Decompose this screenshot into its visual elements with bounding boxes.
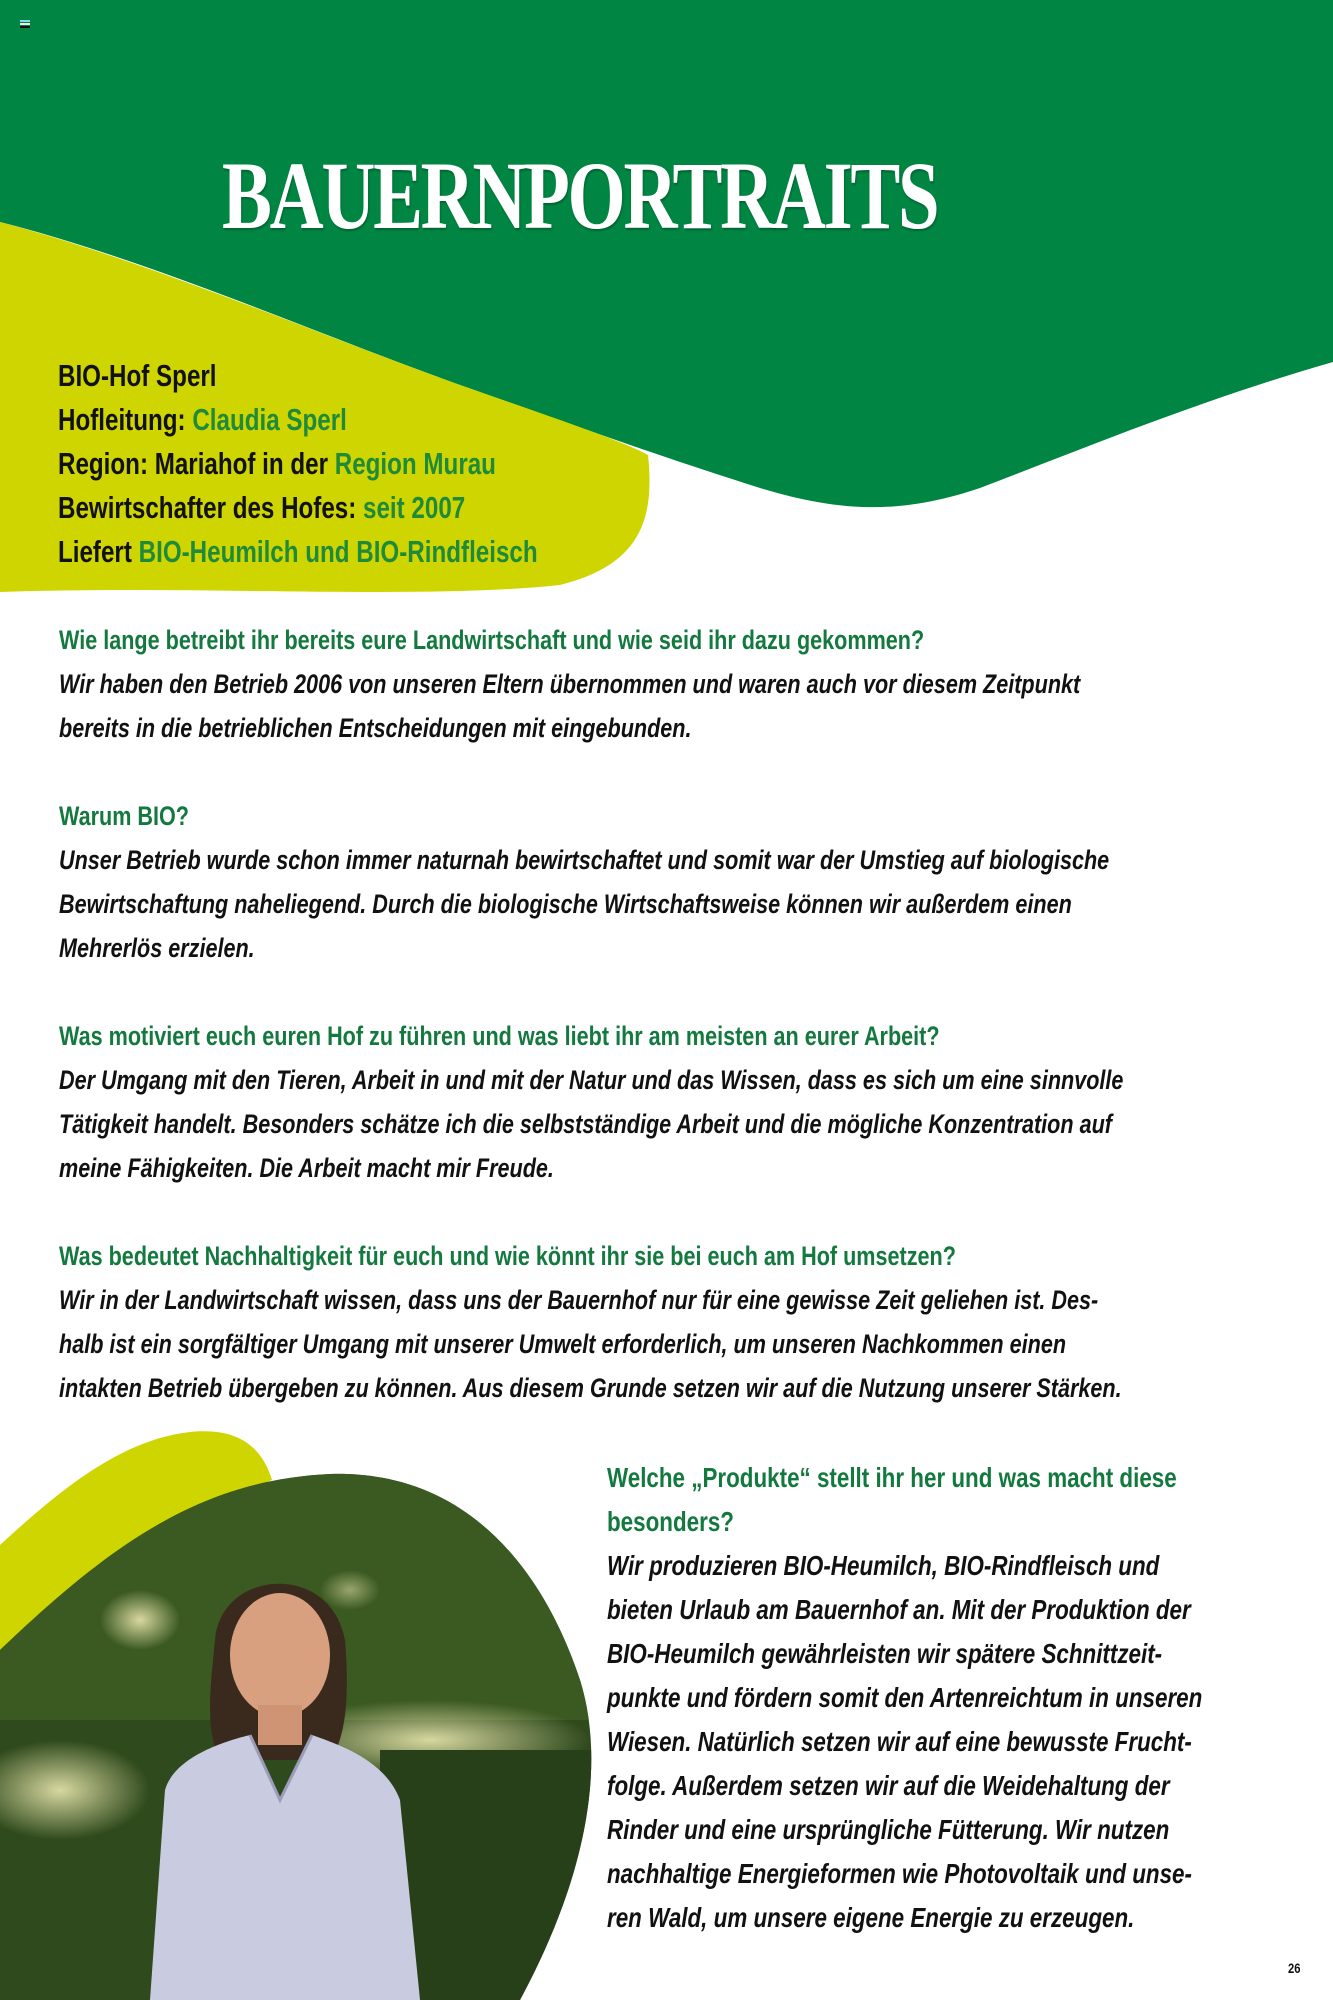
answer-line: Wir in der Landwirtschaft wissen, dass uns der Bauernhof nur für eine gewisse Zeit geliehen ist. Des- xyxy=(59,1285,1099,1315)
page-number: 26 xyxy=(1288,1960,1301,1976)
question: Welche „Produkte“ stellt ihr her und was macht diese xyxy=(607,1462,1177,1493)
answer-line: Bewirtschaftung naheliegend. Durch die biologische Wirtschaftsweise können wir außerdem einen xyxy=(59,889,1072,919)
supplies-label: Liefert xyxy=(58,534,132,569)
management-value: Claudia Sperl xyxy=(192,402,347,437)
answer-line: Mehrerlös erzielen. xyxy=(59,933,255,963)
answer-line: halb ist ein sorgfältiger Umgang mit unserer Umwelt erforderlich, um unseren Nachkommen einen xyxy=(59,1329,1067,1359)
operator-value: seit 2007 xyxy=(363,490,466,525)
menu-icon[interactable] xyxy=(20,20,30,29)
answer-line: bieten Urlaub am Bauernhof an. Mit der Produktion der xyxy=(607,1594,1191,1625)
interview-block-3 xyxy=(59,1014,1333,1190)
answer-line: meine Fähigkeiten. Die Arbeit macht mir Freude. xyxy=(59,1153,554,1183)
farm-management xyxy=(58,398,538,442)
farm-operator xyxy=(58,486,538,530)
answer-line: bereits in die betrieblichen Entscheidungen mit eingebunden. xyxy=(59,713,692,743)
interview-block-2 xyxy=(59,794,1333,970)
question: Wie lange betreibt ihr bereits eure Landwirtschaft und wie seid ihr dazu gekommen? xyxy=(59,625,925,655)
answer-line: BIO-Heumilch gewährleisten wir spätere Schnittzeit- xyxy=(607,1638,1163,1669)
answer-line: Der Umgang mit den Tieren, Arbeit in und mit der Natur und das Wissen, dass es sich um eine sinnvolle xyxy=(59,1065,1124,1095)
interview-block-5 xyxy=(607,1456,1333,1940)
answer-line: folge. Außerdem setzen wir auf die Weidehaltung der xyxy=(607,1770,1170,1801)
answer-line: Wir produzieren BIO-Heumilch, BIO-Rindfleisch und xyxy=(607,1550,1160,1581)
answer-line: punkte und fördern somit den Artenreichtum in unseren xyxy=(607,1682,1203,1713)
supplies-value: BIO-Heumilch und BIO-Rindfleisch xyxy=(138,534,538,569)
region-label: Region: Mariahof in der xyxy=(58,446,329,481)
answer-line: intakten Betrieb übergeben zu können. Aus diesem Grunde setzen wir auf die Nutzung unserer Stärken. xyxy=(59,1373,1122,1403)
farm-name: BIO-Hof Sperl xyxy=(58,358,217,393)
interview-block-4 xyxy=(59,1234,1333,1410)
answer-line: Wiesen. Natürlich setzen wir auf eine bewusste Frucht- xyxy=(607,1726,1192,1757)
farm-facts xyxy=(58,354,538,574)
question: Warum BIO? xyxy=(59,801,190,831)
answer-line: Rinder und eine ursprüngliche Fütterung. Wir nutzen xyxy=(607,1814,1170,1845)
answer-line: ren Wald, um unsere eigene Energie zu erzeugen. xyxy=(607,1902,1135,1933)
farm-supplies xyxy=(58,530,538,574)
operator-label: Bewirtschafter des Hofes: xyxy=(58,490,357,525)
farm-region xyxy=(58,442,538,486)
question: Was motiviert euch euren Hof zu führen und was liebt ihr am meisten an eurer Arbeit? xyxy=(59,1021,940,1051)
answer-line: Tätigkeit handelt. Besonders schätze ich die selbstständige Arbeit und die mögliche Konzentration auf xyxy=(59,1109,1112,1139)
question: Was bedeutet Nachhaltigkeit für euch und wie könnt ihr sie bei euch am Hof umsetzen? xyxy=(59,1241,956,1271)
management-label: Hofleitung: xyxy=(58,402,186,437)
question: besonders? xyxy=(607,1506,734,1537)
interview-block-1 xyxy=(59,618,1333,750)
page-title: BAUERNPORTRAITS xyxy=(222,142,938,249)
region-value: Region Murau xyxy=(334,446,496,481)
answer-line: nachhaltige Energieformen wie Photovoltaik und unse- xyxy=(607,1858,1192,1889)
answer-line: Wir haben den Betrieb 2006 von unseren Eltern übernommen und waren auch vor diesem Zeitpunkt xyxy=(59,669,1081,699)
answer-line: Unser Betrieb wurde schon immer naturnah bewirtschaftet und somit war der Umstieg auf biologische xyxy=(59,845,1110,875)
